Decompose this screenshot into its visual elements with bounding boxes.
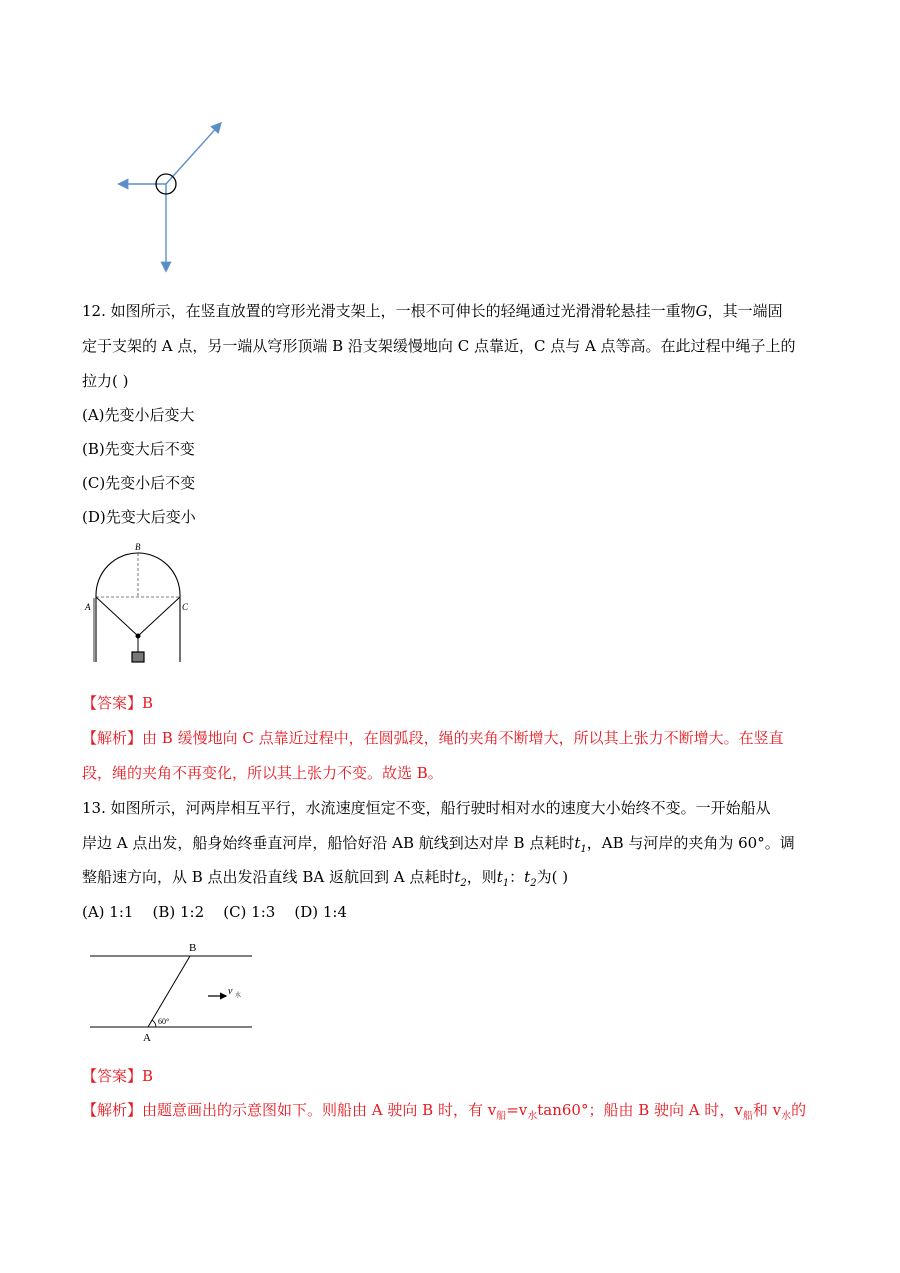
analysis-tag: 【解析】	[82, 729, 143, 747]
q12-analysis-2: 段，绳的夹角不再变化，所以其上张力不变。故选 B。	[82, 764, 443, 782]
q12-option-c: (C)先变小后不变	[82, 474, 196, 492]
sub-shui: 水	[527, 1111, 538, 1122]
q13-text-3b: ，则	[466, 868, 497, 886]
t-sub-2: 2	[460, 878, 467, 889]
answer-tag: 【答案】	[82, 694, 143, 712]
t-sub-2: 2	[530, 878, 537, 889]
q12-option-b: (B)先变大后不变	[82, 440, 195, 458]
velocity-label: v	[228, 986, 233, 997]
t-symbol: t	[524, 868, 531, 886]
label-a: A	[85, 602, 91, 612]
q13-text-3a: 整船速方向，从 B 点出发沿直线 BA 返航回到 A 点耗时	[82, 868, 455, 886]
t-sub-1: 1	[502, 878, 510, 889]
q12-text-1: 12. 如图所示，在竖直放置的穹形光滑支架上，一根不可伸长的轻绳通过光滑滑轮悬挂一重物	[82, 302, 696, 320]
q12-line3: 拉力( )	[82, 372, 129, 390]
force-diagram	[110, 112, 235, 282]
analysis-text-1: 由 B 缓慢地向 C 点靠近过程中，在圆弧段，绳的夹角不断增大，所以其上张力不断增大。在竖直	[142, 729, 784, 747]
q13-options: (A) 1:1 (B) 1:2 (C) 1:3 (D) 1:4	[82, 903, 348, 921]
q13-text-3c: 为( )	[536, 868, 569, 886]
colon: ：	[509, 868, 525, 886]
velocity-sub: 水	[235, 992, 242, 999]
q13-analysis	[82, 1099, 806, 1122]
q12-analysis-1	[82, 727, 784, 748]
answer-value: B	[142, 694, 154, 712]
sub-shui: 水	[781, 1111, 792, 1122]
label-b: B	[189, 942, 197, 954]
q12-text-1-end: ，其一端固	[707, 302, 783, 320]
q12-line2: 定于支架的 A 点，另一端从穹形顶端 B 沿支架缓慢地向 C 点靠近，C 点与 A 点等高。在此过程中绳子上的	[82, 337, 796, 355]
rope-right	[138, 597, 180, 636]
t-symbol: t	[496, 868, 503, 886]
sub-chuan: 船	[496, 1111, 507, 1122]
river-figure	[88, 936, 258, 1048]
q13-line1: 13. 如图所示，河两岸相互平行，水流速度恒定不变，船行驶时相对水的速度大小始终不变。一开始船从	[82, 799, 771, 817]
analysis-text-d: 的	[791, 1101, 807, 1119]
q12-line1	[82, 300, 783, 321]
t-symbol: t	[454, 868, 461, 886]
label-a: A	[143, 1032, 151, 1044]
analysis-tag: 【解析】	[82, 1101, 143, 1119]
q12-option-a: (A)先变小后变大	[82, 406, 195, 424]
q13-text-2b: ，AB 与河岸的夹角为 60°。调	[586, 834, 795, 852]
arch-support-figure	[80, 540, 200, 670]
answer-value: B	[142, 1067, 154, 1085]
analysis-eq: =v	[506, 1101, 528, 1119]
angle-label: 60°	[158, 1017, 170, 1026]
sub-chuan: 船	[742, 1111, 753, 1122]
q12-answer	[82, 692, 153, 713]
analysis-text-a: 由题意画出的示意图如下。则船由 A 驶向 B 时，有 v	[142, 1101, 497, 1119]
q13-text-2a: 岸边 A 点出发，船身始终垂直河岸，船恰好沿 AB 航线到达对岸 B 点耗时	[82, 834, 575, 852]
label-c: C	[182, 602, 189, 612]
q12-g-symbol: G	[695, 302, 708, 320]
answer-tag: 【答案】	[82, 1067, 143, 1085]
analysis-text-b: tan60°；船由 B 驶向 A 时，v	[537, 1101, 743, 1119]
t-sub-1: 1	[580, 844, 587, 855]
q13-line2	[82, 832, 795, 855]
label-b: B	[135, 542, 141, 552]
t-symbol: t	[574, 834, 581, 852]
q12-option-d: (D)先变大后变小	[82, 508, 196, 526]
angle-arc	[152, 1020, 156, 1027]
force-arrow-up-right	[166, 124, 220, 184]
analysis-text-c: 和 v	[752, 1101, 782, 1119]
weight-block	[132, 652, 144, 662]
q13-line3	[82, 866, 568, 889]
rope-left	[96, 597, 138, 636]
q13-answer	[82, 1065, 153, 1086]
